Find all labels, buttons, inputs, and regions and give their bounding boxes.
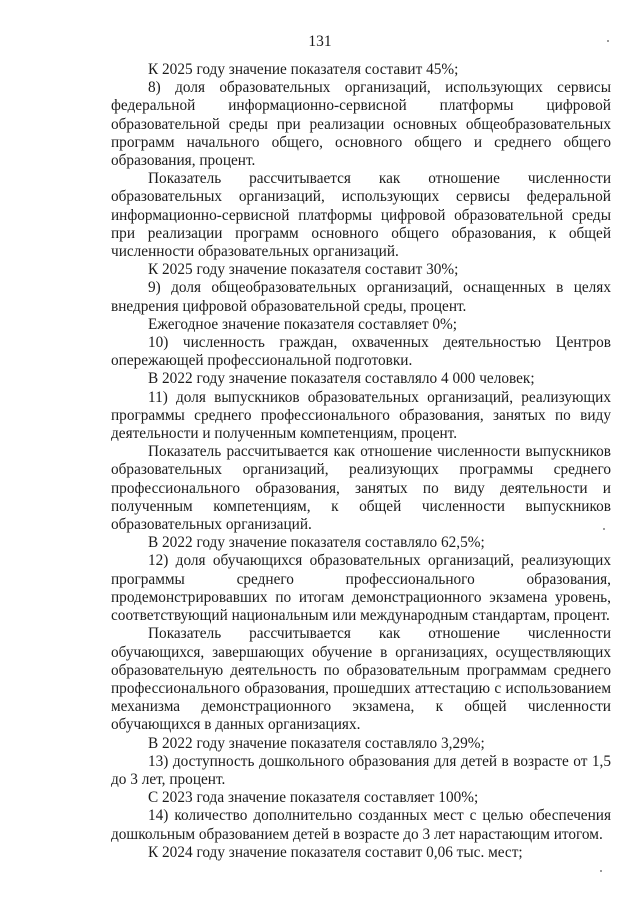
paragraph-indicator-9: 9) доля общеобразовательных организаций, оснащенных в целях внедрения цифровой образовательной среды, процент.: [111, 279, 611, 315]
paragraph-value-2024-0-06: К 2024 году значение показателя составит 0,06 тыс. мест;: [148, 843, 523, 861]
paragraph-value-2022-4000: В 2022 году значение показателя составляло 4 000 человек;: [148, 370, 535, 388]
paragraph-value-annual-0: Ежегодное значение показателя составляет 0%;: [148, 315, 458, 333]
scan-speck: [607, 40, 609, 42]
paragraph-indicator-14: 14) количество дополнительно созданных мест с целью обеспечения дошкольным образованием детей в возрасте до 3 лет нарастающим итогом.: [111, 807, 611, 843]
paragraph-indicator-8: 8) доля образовательных организаций, использующих сервисы федеральной информационно-сервисной платформы цифровой образовательной среды при реализации основных общеобразовательных программ начального общего, основного общего и среднего общего образования, процент.: [111, 79, 611, 170]
paragraph-value-2022-62-5: В 2022 году значение показателя составляло 62,5%;: [148, 534, 485, 552]
paragraph-indicator-10: 10) численность граждан, охваченных деятельностью Центров опережающей профессиональной подготовки.: [111, 334, 611, 370]
paragraph-indicator-12: 12) доля обучающихся образовательных организаций, реализующих программы среднего профессионального образования, продемонстрировавших по итогам демонстрационного экзамена уровень, соответствующий национальным или международным стандартам, процент.: [111, 552, 611, 625]
paragraph-value-2025-30: К 2025 году значение показателя составит 30%;: [148, 261, 459, 279]
body-text: [111, 61, 611, 862]
paragraph-indicator-11: 11) доля выпускников образовательных организаций, реализующих программы среднего профессионального образования, занятых по виду деятельности и полученным компетенциям, процент.: [111, 388, 611, 443]
paragraph-value-2023-100: С 2023 года значение показателя составляет 100%;: [148, 789, 479, 807]
paragraph-value-2022-3-29: В 2022 году значение показателя составляло 3,29%;: [148, 734, 485, 752]
paragraph-calculation-12: Показатель рассчитывается как отношение численности обучающихся, завершающих обучение в организациях, осуществляющих образовательную деятельность по образовательным программам среднего профессионального образования, прошедших аттестацию с использованием механизма демонстрационного экзамена, к общей численности обучающихся в данных организациях.: [111, 625, 611, 734]
paragraph-indicator-13: 13) доступность дошкольного образования для детей в возрасте от 1,5 до 3 лет, процент.: [111, 752, 611, 788]
scan-speck: [600, 870, 602, 872]
page-number: 131: [308, 33, 332, 50]
scan-speck: [603, 528, 605, 530]
paragraph-value-2025-45: К 2025 году значение показателя составит 45%;: [148, 61, 459, 78]
paragraph-calculation-8: Показатель рассчитывается как отношение численности образовательных организаций, использующих сервисы федеральной информационно-сервисной платформы цифровой образовательной среды при реализации программ основного общего образования, к общей численности образовательных организаций.: [111, 170, 611, 261]
paragraph-calculation-11: Показатель рассчитывается как отношение численности выпускников образовательных организаций, реализующих программы среднего профессионального образования, занятых по виду деятельности и полученным компетенциям, к общей численности выпускников образовательных организаций.: [111, 443, 611, 534]
